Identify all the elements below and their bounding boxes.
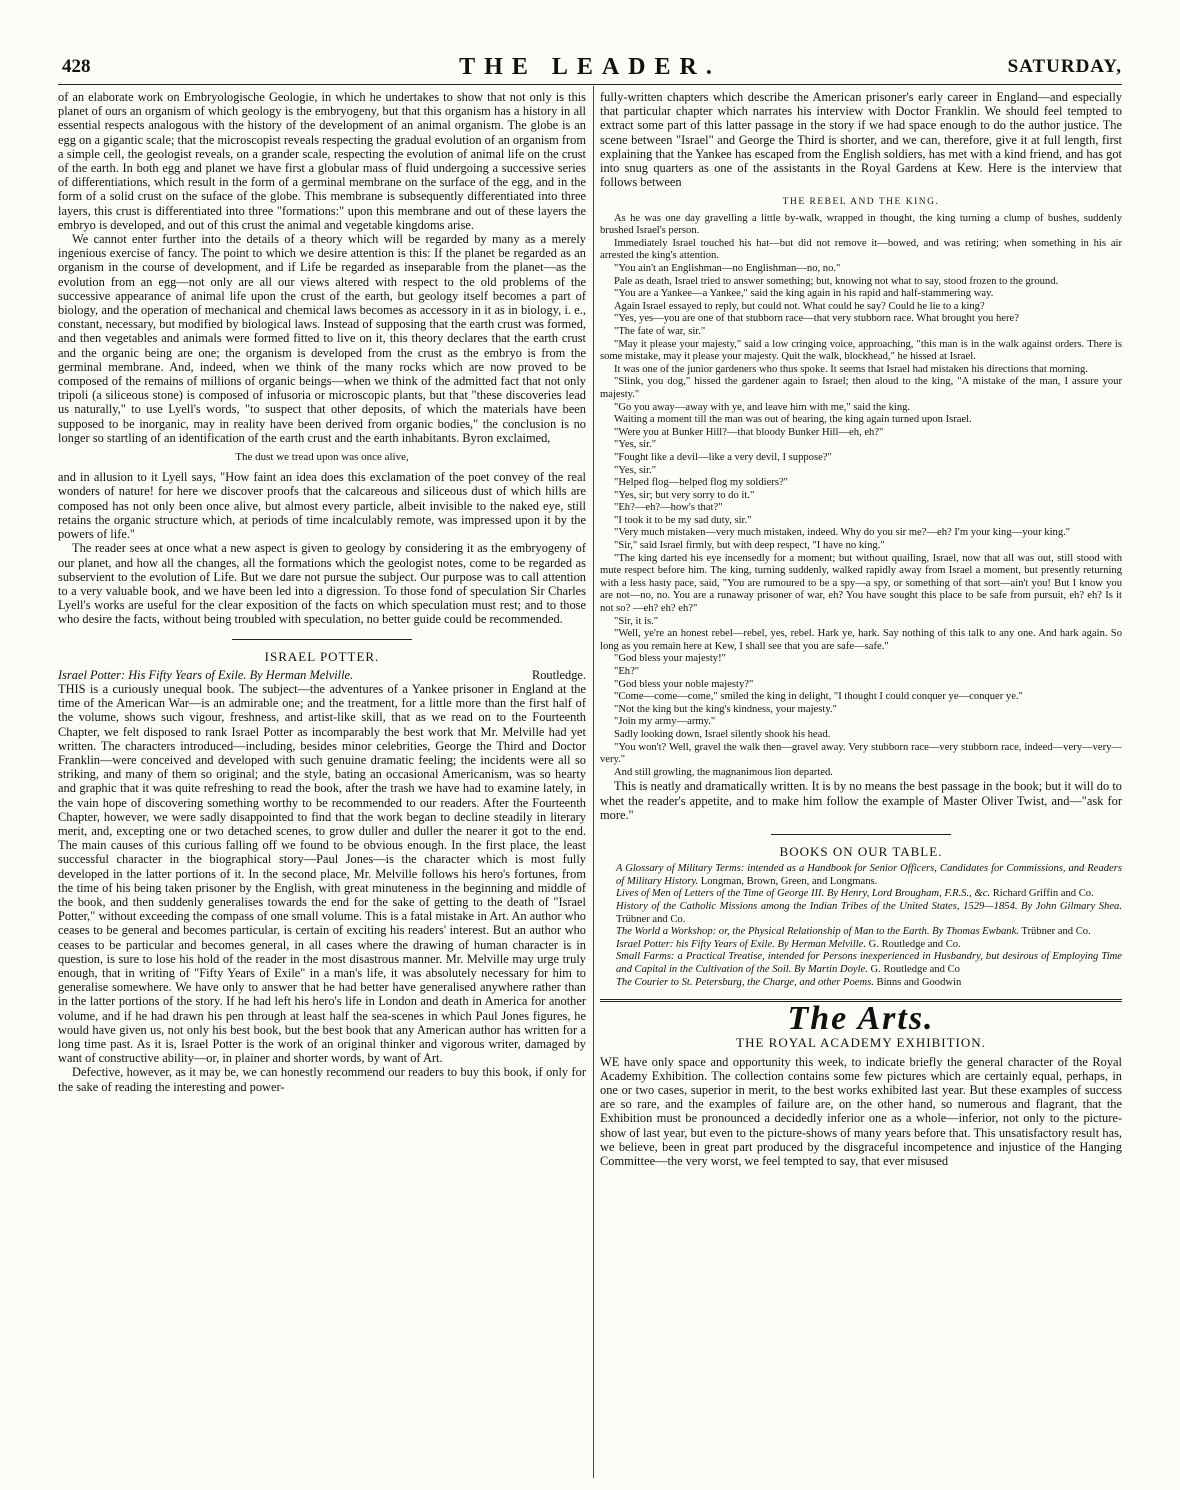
geology-paragraph-4: The reader sees at once what a new aspect is given to geology by considering it as the embryogeny of our planet, and how all the changes, all the formations which the geologist notes, come to be regarded as subservient to the evolution of Life. But we dare not pursue the subject. Our purpose was to call attention to a very valuable book, and we have been led into a digression. To those fond of speculation Sir Charles Lyell's works are useful for the clear exposition of the facts on which speculation must rest; and to those who desire the facts, without being troubled with speculation, no better guide could be recommended.	[58, 541, 586, 627]
excerpt-line: "God bless your majesty!"	[614, 653, 726, 665]
book-entry	[600, 863, 1122, 888]
book-publisher: G. Routledge and Co.	[868, 938, 961, 950]
excerpt-line: Immediately Israel touched his hat—but did not remove it—bowed, and was retiring; when something in his air arrested the king's attention.	[600, 237, 1122, 262]
book-title: Lives of Men of Letters of the Time of George III. By Henry, Lord Brougham, F.R.S., &c.	[616, 888, 991, 900]
excerpt-line: "Not the king but the king's kindness, your majesty."	[614, 703, 837, 715]
excerpt-line: "Very much mistaken—very much mistaken, indeed. Why do you sir me?—eh? I'm your king—your king."	[614, 527, 1071, 539]
excerpt-line: "Yes, sir."	[614, 439, 657, 451]
excerpt-line: "Sir, it is."	[614, 615, 659, 627]
book-title: Israel Potter: his Fifty Years of Exile. By Herman Melville.	[616, 938, 866, 950]
left-column	[58, 90, 586, 1476]
excerpt-heading: THE REBEL AND THE KING.	[782, 197, 940, 208]
excerpt-line: "Were you at Bunker Hill?—that bloody Bunker Hill—eh, eh?"	[614, 426, 884, 438]
israel-potter-title: Israel Potter: His Fifty Years of Exile. By Herman Melville.	[58, 667, 354, 682]
excerpt-line: "Yes, yes—you are one of that stubborn race—that very stubborn race. What brought you here?	[614, 313, 1019, 325]
book-title: The World a Workshop: or, the Physical Relationship of Man to the Earth. By Thomas Ewbank.	[616, 926, 1019, 938]
book-entry	[600, 977, 1122, 990]
excerpt-line: Waiting a moment till the man was out of hearing, the king again turned upon Israel.	[614, 414, 972, 426]
academy-heading: THE ROYAL ACADEMY EXHIBITION.	[736, 1035, 986, 1051]
masthead	[58, 54, 1122, 84]
book-title: The Courier to St. Petersburg, the Charge, and other Poems.	[616, 976, 874, 988]
book-entry	[600, 901, 1122, 926]
excerpt-line: As he was one day gravelling a little by-walk, wrapped in thought, the king turning a clump of bushes, suddenly brushed Israel's person.	[600, 212, 1122, 237]
book-publisher: G. Routledge and Co	[870, 963, 960, 975]
excerpt-line: "Sir," said Israel firmly, but with deep respect, "I have no king."	[614, 540, 885, 552]
book-entry	[600, 939, 1122, 952]
section-rule	[771, 834, 951, 835]
israel-review-closing: This is neatly and dramatically written. It is by no means the best passage in the book; but it will do to whet the reader's appetite, and to make him follow the example of Master Oliver Twist, and—"ask for more."	[600, 779, 1122, 822]
arts-section-heading: The Arts.	[787, 1000, 935, 1038]
excerpt-line: "God bless your noble majesty?"	[614, 678, 754, 690]
book-entry	[600, 888, 1122, 901]
excerpt-line: Again Israel essayed to reply, but could not. What could he say? Could he lie to a king?	[614, 300, 985, 312]
section-rule	[232, 639, 412, 640]
excerpt-line: "The fate of war, sir."	[614, 325, 706, 337]
books-list	[600, 863, 1122, 989]
right-column	[600, 90, 1122, 1476]
excerpt-line: It was one of the junior gardeners who thus spoke. It seems that Israel had mistaken his directions that morning.	[614, 363, 1088, 375]
excerpt-line: "You won't? Well, gravel the walk then—gravel away. Very stubborn race—very stubborn race, indeed—very—very—very."	[600, 741, 1122, 766]
academy-paragraph: WE have only space and opportunity this week, to indicate briefly the general character of the Royal Academy Exhibition. The collection contains some few pictures which are certainly equal, perhaps, in one or two cases, superior in merit, to the best works exhibited last year. But these examples of success are so rare, and the examples of failure are, on the other hand, so numerous and flagrant, that the Exhibition must be pronounced a decidedly inferior one as a whole—inferior, not only to the picture-show of last year, but even to the picture-shows of many years before that. This unsatisfactory result has, we believe, been in great part produced by the disgraceful incompetence and injustice of the Hanging Committee—the very worst, we feel tempted to say, that ever misused	[600, 1054, 1122, 1168]
geology-paragraph-1: of an elaborate work on Embryologische Geologie, in which he undertakes to show that not only is this planet of ours an organism of which geology is the embryogeny, but that this organism has a history in all essential respects analogous with the history of the development of an animal organism. The globe is an egg on a gigantic scale; that the microscopist reveals respecting the gradual evolution of an organism from a simple cell, the geologist reveals, on a grander scale, respecting the evolution of animal life on the crust of the earth. In both egg and planet we have first a globular mass of fluid undergoing a successive series of differentiations, which result in the form of a germinal membrane on the surface of the egg, and in the form of a solid crust on the suface of the globe. This membrane is subsequently differentiated into three layers, this crust is differentiated into three "formations:" upon this membrane and out of these layers the embryo is developed, and out of this crust the animal and vegetable kingdoms arise.	[58, 90, 586, 232]
israel-potter-publisher: Routledge.	[531, 667, 586, 682]
excerpt-line: "Come—come—come," smiled the king in delight, "I thought I could conquer ye—conquer ye."	[614, 691, 1023, 703]
masthead-rule	[58, 84, 1122, 85]
book-publisher: Trübner and Co.	[1021, 926, 1091, 938]
excerpt-line: "Eh?"	[614, 666, 640, 677]
excerpt-line: "May it please your majesty," said a low cringing voice, approaching, "this man is in the walk against orders. There is some mistake, may it please your majesty. Quit the walk, blockhead," he hissed at Israel.	[600, 338, 1122, 363]
excerpt-line: Sadly looking down, Israel silently shook his head.	[614, 728, 831, 740]
geology-paragraph-3: and in allusion to it Lyell says, "How faint an idea does this exclamation of the poet convey of the real wonders of nature! for here we discover proofs that the calcareous and siliceous dust of which hills are composed has not only been once alive, but almost every particle, albeit invisible to the naked eye, still retains the organic structure which, at periods of time incalculably remote, was impressed upon it by the powers of life."	[58, 470, 586, 542]
israel-review-paragraph-1: THIS is a curiously unequal book. The subject—the adventures of a Yankee prisoner in England at the time of the American War—is an admirable one; and the treatment, for a little more than the first half of the volume, shows such vigour, freshness, and artist-like skill, that as we read on to the Fourteenth Chapter, we felt disposed to rank Israel Potter as incomparably the best work that Mr. Melville had yet written. The characters introduced—including, besides minor celebrities, George the Third and Doctor Franklin—were conceived and developed with such genuine dramatic feeling; the incidents were all so striking, and many of them so original; and the style, bating an occasional Americanism, was so hearty and graphic that it was quite refreshing to read the book, after the trash we have had to examine lately, in the vain hope of discovering something worthy to be recommended to our readers. After the Fourteenth Chapter, however, we were sadly disappointed to find that the work began to decline steadily in literary merit, and, excepting one or two detached scenes, to grow duller and duller the nearer it got to the end. The main causes of this curious falling off we found to be obvious enough. In the first place, the least successful character in the biographical story—Paul Jones—is the character which is most fully developed in the latter portions of it. In the second place, Mr. Melville follows his hero's fortunes, from the time of his being taken prisoner by the English, with great minuteness in the beginning and middle of the book, and then suddenly generalises towards the end for the sake of getting to the death of "Israel Potter," without exceeding the compass of one small volume. This is a fatal mistake in Art. An author who ceases to be general and becomes particular, is certain of exciting his readers' interest. But an author who ceases to be particular and becomes general, in all cases where the drawing of human character is in question, is sure to lose his hold of the reader in the most disastrous manner. Mr. Melville may urge truly enough, that in writing of "Fifty Years of Exile" in a man's life, it was absolutely necessary for him to generalise somewhere. We have only to answer that he had better have generalised anywhere rather than in the latter portions of the story. If he had left his hero's life in London and death in America for another volume, and if he had drawn his pen through at least half the sea-scenes in which Paul Jones figures, he would have given us, not only his best book, but the best book that any American author has written for a long time past. As it is, Israel Potter is the work of an original thinker and vigorous writer, damaged by want of constructive ability—or, in plainer and shorter words, by want of Art.	[58, 681, 586, 1066]
excerpt	[600, 213, 1122, 780]
excerpt-line: "You ain't an Englishman—no Englishman—no, no."	[614, 263, 841, 274]
excerpt-line: "You are a Yankee—a Yankee," said the king again in his rapid and half-stammering way.	[614, 288, 994, 300]
book-publisher: Binns and Goodwin	[876, 976, 962, 988]
book-publisher: Richard Griffin and Co.	[992, 888, 1094, 900]
issue-day: SATURDAY,	[1007, 56, 1122, 77]
israel-review-paragraph-2: Defective, however, as it may be, we can honestly recommend our readers to buy this book, if only for the sake of reading the interesting and power-	[58, 1065, 586, 1094]
book-entry	[600, 951, 1122, 976]
book-title: Small Farms: a Practical Treatise, intended for Persons inexperienced in Husbandry, but desirous of Employing Time and Capital in the Cultivation of the Soil. By Martin Doyle.	[616, 951, 1122, 975]
book-publisher: Longman, Brown, Green, and Longmans.	[700, 875, 878, 887]
page-number: 428	[62, 56, 91, 77]
excerpt-line: "Join my army—army."	[614, 716, 716, 728]
excerpt-line: "Fought like a devil—like a very devil, I suppose?"	[614, 451, 832, 463]
israel-potter-heading: ISRAEL POTTER.	[264, 648, 380, 664]
books-heading: BOOKS ON OUR TABLE.	[779, 843, 943, 859]
column-divider	[593, 86, 594, 1478]
excerpt-line: Pale as death, Israel tried to answer something; but, knowing not what to say, stood frozen to the ground.	[614, 275, 1059, 287]
excerpt-line: "Go you away—away with ye, and leave him with me," said the king.	[614, 401, 911, 413]
excerpt-line: "Yes, sir; but very sorry to do it."	[614, 489, 755, 501]
excerpt-line: "Yes, sir."	[614, 464, 657, 476]
geology-paragraph-2: We cannot enter further into the details of a theory which will be regarded by many as a merely ingenious exercise of fancy. The point to which we desire attention is this: If the planet be regarded as an organism in the course of development, and if Life be regarded as inseparable from the planet—as the evolution from an egg—not only are all our views altered with respect to the old problems of the successive appearance of animal life upon the crust of the earth, but geology itself becomes a part of biology, and the operation of mechanical and chemical laws becomes as accessory in it as in biology, i. e., constant, necessary, but modified by biological laws. Instead of supposing that the earth crust was formed, and then vegetables and animals were formed fitted to live on it, this theory declares that the earth crust and the organic being are one; the organism is developed from the crust as the embryo is from the germinal membrane. And, indeed, when we think of the many rocks which are now proved to be composed of the remains of millions of organic beings—when we think of the admitted fact that not only tripoli (a siliceous stone) is composed of infusoria or microscopic plants, but that "these discoveries lead us naturally," to use Lyell's words, "to suspect that other deposits, of which the materials have been supposed to be inorganic, may in reality have been derived from organic bodies," the conclusion is no longer so startling of an identification of the earth crust and the earth inhabitants. Byron exclaimed,	[58, 232, 586, 445]
excerpt-line: "Eh?—eh?—how's that?"	[614, 502, 723, 514]
book-title: A Glossary of Military Terms: intended as a Handbook for Senior Officers, Candidates for Commissions, and Readers of Military History.	[616, 863, 1122, 887]
excerpt-line: "The king darted his eye incensedly for a moment; but without quailing, Israel, now that all was out, still stood with mute respect before him. The king, turning suddenly, walked rapidly away from Israel a moment, but presently returning with a less hasty pace, said, "You are rumoured to be a spy—a spy, or something of that sort—ain't you! But I know you are not—no, no. You are a runaway prisoner of war, eh? You have sought this place to be safe from pursuit, eh? eh? Is it not so? —eh? eh? eh?"	[600, 552, 1122, 615]
book-entry	[600, 926, 1122, 939]
newspaper-title: THE LEADER.	[459, 54, 721, 80]
excerpt-line: "Slink, you dog," hissed the gardener again to Israel; then aloud to the king, "A mistake of the man, I assure your majesty."	[600, 376, 1122, 400]
excerpt-line: "Helped flog—helped flog my soldiers?"	[614, 477, 788, 489]
book-title: History of the Catholic Missions among the Indian Tribes of the United States, 1529—1854. By John Gilmary Shea.	[616, 900, 1122, 912]
book-publisher: Trübner and Co.	[616, 913, 686, 925]
israel-review-continued: fully-written chapters which describe the American prisoner's early career in England—and especially that particular chapter which narrates his interview with Doctor Franklin. We should feel tempted to extract some part of this latter passage in the story if we had space enough to do the author justice. The scene between "Israel" and George the Third is shorter, and we can, therefore, give it at full length, first explaining that the Yankee has escaped from the English soldiers, has met with a kind friend, and has got into snug quarters as one of the assistants in the Royal Gardens at Kew. Here is the interview that follows between	[600, 90, 1122, 190]
excerpt-line: "Well, ye're an honest rebel—rebel, yes, rebel. Hark ye, hark. Say nothing of this talk to any one. And hark again. So long as you remain here at Kew, I shall see that you are safe—safe."	[600, 628, 1122, 652]
byron-quote: The dust we tread upon was once alive,	[235, 451, 409, 464]
israel-potter-reference	[58, 668, 586, 682]
excerpt-line: "I took it to be my sad duty, sir."	[614, 514, 752, 526]
excerpt-line: And still growling, the magnanimous lion departed.	[614, 766, 833, 778]
